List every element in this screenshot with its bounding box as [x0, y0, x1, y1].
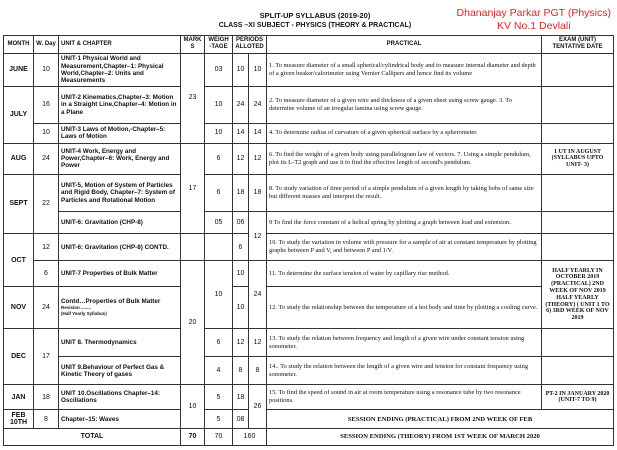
unit-cell: UNIT-5, Motion of System of Particles and Rigid Body, Chapter–7: System of Particles and Rotational Motion: [59, 174, 181, 212]
table-row: [4, 174, 614, 212]
exam-cell: 1 UT IN AUGUST (SYLLABUS UPTO UNIT- 3): [542, 143, 614, 174]
wday-cell: 12: [34, 234, 59, 261]
unit-cell: UNIT 9.Behaviour of Perfect Gas & Kinetic Theory of gases: [59, 357, 181, 385]
weightage-cell: 5: [205, 410, 233, 429]
unit-cell: UNIT 10.Oscillations Chapter–14: Oscillations: [59, 385, 181, 410]
table-row: [4, 53, 614, 87]
practical-cell: 15. To find the speed of sound in air at room temperature using a resonance tube by two resonance positions.: [267, 385, 542, 410]
table-row: [4, 287, 614, 329]
unit-cell: UNIT-1 Physical World and Measurement,Chapter–1: Physical World,Chapter–2: Units and Measurements: [59, 53, 181, 87]
month-cell: JAN: [4, 385, 34, 410]
month-cell: JUNE: [4, 53, 34, 87]
weightage-cell: 03: [205, 53, 233, 87]
wday-cell: 6: [34, 261, 59, 287]
unit-cell: UNIT-2 Kinematics,Chapter–3: Motion in a Straight Line,Chapter–4: Motion in a Plane: [59, 87, 181, 123]
periods-cell: 10: [233, 261, 249, 287]
practical-cell: 1. To measure diameter of a small spherical/cylindrical body and to measure internal diameter and depth of a given beaker/calorimeter using Vernier Callipers and hence find its volume: [267, 53, 542, 87]
month-cell: AUG: [4, 143, 34, 174]
exam-cell: [542, 87, 614, 123]
wday-cell: 24: [34, 287, 59, 329]
weightage-cell: 6: [205, 174, 233, 212]
author-name: Dhananjay Parkar PGT (Physics): [456, 7, 611, 19]
total-periods: 160: [233, 429, 267, 446]
total-label: TOTAL: [4, 429, 181, 446]
col-exam: EXAM (UNIT) TENTATIVE DATE: [542, 36, 614, 54]
weightage-cell: 10: [205, 87, 233, 123]
exam-cell: HALF YEARLY IN OCTOBER 2019 (PRACTICAL) 2ND WEEK OF NOV 2019 HALF YEARLY (THEORY) ( UNIT 1 TO 6) 3RD WEEK OF NOV 2019: [542, 261, 614, 329]
wday-cell: 8: [34, 410, 59, 429]
periods-cell: 10: [233, 287, 249, 329]
periods-total-cell: 14: [249, 123, 267, 143]
wday-cell: 17: [34, 329, 59, 385]
table-row: [4, 385, 614, 410]
table-row: [4, 357, 614, 385]
table-row: [4, 410, 614, 429]
wday-cell: 22: [34, 174, 59, 233]
revision-note: Revision ........: [61, 305, 92, 311]
table-row: [4, 329, 614, 357]
total-weightage: 70: [205, 429, 233, 446]
marks-cell: [181, 234, 205, 261]
col-practical: PRACTICAL: [267, 36, 542, 54]
unit-cell: UNIT-6: Gravitation (CHP-8) CONTD.: [59, 234, 181, 261]
exam-cell: [542, 357, 614, 385]
weightage-cell: 4: [205, 357, 233, 385]
periods-cell: 8: [233, 357, 249, 385]
unit-cell: [59, 287, 181, 329]
wday-cell: 24: [34, 143, 59, 174]
periods-cell: 08: [233, 410, 249, 429]
table-row: [4, 212, 614, 234]
col-periods: PERIODS ALLOTED: [233, 36, 267, 54]
practical-cell: 4. To determine radius of curvature of a given spherical surface by a spherometer.: [267, 123, 542, 143]
header-row: [4, 36, 614, 54]
document-title: SPLIT-UP SYLLABUS (2019-20): [259, 11, 371, 20]
practical-cell: 13. To study the relation between frequency and length of a given wire under constant tension using sonometer.: [267, 329, 542, 357]
wday-cell: 10: [34, 53, 59, 87]
unit-cell: UNIT 8. Thermodynamics: [59, 329, 181, 357]
marks-cell: 17: [181, 143, 205, 234]
periods-total-cell: 18: [249, 174, 267, 212]
marks-cell: 10: [181, 385, 205, 429]
exam-cell: [542, 212, 614, 234]
unit-cell: UNIT-4 Work, Energy and Power,Chapter–6: Work, Energy and Power: [59, 143, 181, 174]
month-cell: DEC: [4, 329, 34, 385]
table-row: [4, 143, 614, 174]
col-wday: W. Day: [34, 36, 59, 54]
periods-total-cell: 26: [249, 385, 267, 429]
month-cell: JULY: [4, 87, 34, 143]
unit-cell: UNIT-6: Gravitation (CHP-8): [59, 212, 181, 234]
col-marks: MARK S: [181, 36, 205, 54]
periods-total-cell: 10: [249, 53, 267, 87]
unit-cell: UNIT-3 Laws of Motion,-Chapter–5: Laws of Motion: [59, 123, 181, 143]
periods-total-cell: 12: [249, 143, 267, 174]
practical-cell: SESSION ENDING (PRACTICAL) FROM 2ND WEEK OF FEB: [267, 410, 614, 429]
author-credit: [457, 7, 611, 33]
exam-cell: [542, 53, 614, 87]
practical-cell: SESSION ENDING (THEORY) FROM 1ST WEEK OF MARCH 2020: [267, 429, 614, 446]
exam-cell: [542, 234, 614, 261]
author-school: KV No.1 Devlali: [497, 20, 571, 32]
exam-cell: [542, 174, 614, 212]
month-cell: FEB 10TH: [4, 410, 34, 429]
unit-title: Contd…Properties of Bulk Matter: [61, 298, 161, 306]
weightage-cell: 05: [205, 212, 233, 234]
practical-cell: 2. To measure diameter of a given wire and thickness of a given sheet using screw gauge. 3. To determine volume of an irregular lamina using screw gauge.: [267, 87, 542, 123]
periods-cell: 24: [233, 87, 249, 123]
col-weightage: WEIGH -TAGE: [205, 36, 233, 54]
syllabus-note: (Half Yearly Syllabus): [61, 311, 107, 317]
syllabus-table: [3, 35, 614, 446]
table-row: [4, 234, 614, 261]
document-subtitle: CLASS –XI SUBJECT - PHYSICS (THEORY & PRACTICAL): [218, 22, 412, 29]
table-row: [4, 261, 614, 287]
periods-total-cell: 24: [249, 87, 267, 123]
periods-cell: 10: [233, 53, 249, 87]
month-cell: SEPT: [4, 174, 34, 233]
table-row: [4, 123, 614, 143]
weightage-cell: 5: [205, 385, 233, 410]
month-cell: NOV: [4, 287, 34, 329]
exam-cell: [542, 123, 614, 143]
table-row: [4, 87, 614, 123]
marks-cell: 20: [181, 261, 205, 385]
periods-cell: 12: [233, 143, 249, 174]
periods-total-cell: 8: [249, 357, 267, 385]
weightage-cell: 10: [205, 123, 233, 143]
practical-cell: 6. To find the weight of a given body using parallelogram law of vectors. 7. Using a simple pendulum, plot its L-T2 graph and use it to find the effective length of second's pendulum.: [267, 143, 542, 174]
unit-cell: Chapter–15: Waves: [59, 410, 181, 429]
weightage-cell: 6: [205, 143, 233, 174]
marks-cell: 23: [181, 53, 205, 143]
practical-cell: 14.. To study the relation between the length of a given wire and tension for constant frequency using sonometer.: [267, 357, 542, 385]
weightage-cell: 6: [205, 329, 233, 357]
periods-cell: 14: [233, 123, 249, 143]
practical-cell: 9 To find the force constant of a helical spring by plotting a graph between load and extension.: [267, 212, 542, 234]
wday-cell: 10: [34, 123, 59, 143]
practical-cell: 12. To study the relationship between the temperature of a hot body and time by plotting a cooling curve.: [267, 287, 542, 329]
wday-cell: 16: [34, 87, 59, 123]
periods-cell: 12: [233, 329, 249, 357]
practical-cell: 11. To determine the surface tension of water by capillary rise method.: [267, 261, 542, 287]
practical-cell: 8. To study variation of time period of a simple pendulum of a given length by taking bobs of same size but different masses and interpret the result.: [267, 174, 542, 212]
unit-cell: UNIT-7 Properties of Bulk Matter: [59, 261, 181, 287]
col-unit: UNIT & CHAPTER: [59, 36, 181, 54]
total-row: [4, 429, 614, 446]
exam-cell: PT-2 IN JANUARY 2020 (UNIT-7 TO 9): [542, 385, 614, 410]
total-marks: 70: [181, 429, 205, 446]
weightage-cell: 10: [205, 261, 233, 329]
practical-cell: 10. To study the variation in volume with pressure for a sample of air at constant temperature by plotting graphs between P and V, and between P and 1/V.: [267, 234, 542, 261]
month-cell: OCT: [4, 234, 34, 287]
periods-cell: 18: [233, 385, 249, 410]
exam-cell: [542, 329, 614, 357]
weightage-cell: [205, 234, 233, 261]
col-month: MONTH: [4, 36, 34, 54]
periods-cell: 06: [233, 212, 249, 234]
periods-cell: 18: [233, 174, 249, 212]
wday-cell: 18: [34, 385, 59, 410]
periods-total-cell: 24: [249, 261, 267, 329]
periods-total-cell: 12: [249, 212, 267, 261]
periods-total-cell: 12: [249, 329, 267, 357]
periods-cell: 6: [233, 234, 249, 261]
